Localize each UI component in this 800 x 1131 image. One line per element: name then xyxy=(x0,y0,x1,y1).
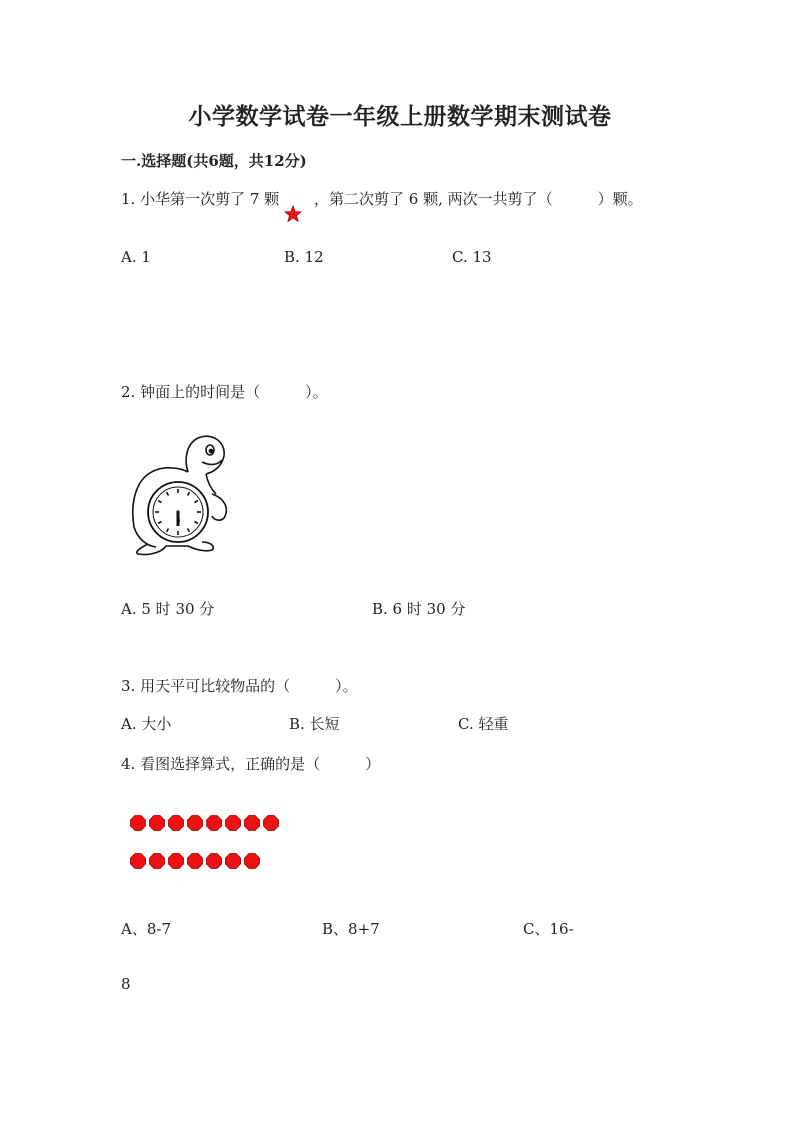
question-1-option-a: A. 1 xyxy=(121,248,151,266)
red-dot xyxy=(149,815,165,831)
red-dot xyxy=(187,815,203,831)
red-dot xyxy=(244,853,260,869)
question-2-stem: 2. 钟面上的时间是（ ）。 xyxy=(121,383,328,401)
red-dot xyxy=(130,853,146,869)
red-dot xyxy=(225,853,241,869)
question-1-option-b: B. 12 xyxy=(284,248,324,266)
question-1-option-c: C. 13 xyxy=(452,248,492,266)
red-dot xyxy=(149,853,165,869)
question-4-stem: 4. 看图选择算式，正确的是（ ） xyxy=(121,755,381,773)
page-title: 小学数学试卷一年级上册数学期末测试卷 xyxy=(188,103,612,130)
turtle-clock-image xyxy=(126,432,236,558)
red-dot xyxy=(225,815,241,831)
question-4-option-b: B、8+7 xyxy=(322,920,380,938)
red-dot xyxy=(206,815,222,831)
red-dot xyxy=(187,853,203,869)
red-dot xyxy=(263,815,279,831)
red-dot xyxy=(244,815,260,831)
question-3-option-b: B. 长短 xyxy=(289,715,340,733)
dot-row-1 xyxy=(130,815,279,831)
red-dot xyxy=(206,853,222,869)
question-3-option-a: A. 大小 xyxy=(121,715,172,733)
question-2-option-b: B. 6 时 30 分 xyxy=(372,600,466,618)
question-1-stem-b: ，第二次剪了 6 颗, 两次一共剪了（ ）颗。 xyxy=(314,190,643,208)
star-icon xyxy=(284,205,302,223)
question-3-option-c: C. 轻重 xyxy=(458,715,509,733)
question-4-option-c: C、16- xyxy=(523,920,574,938)
section-heading: 一.选择题(共6题，共12分) xyxy=(121,152,307,170)
question-1-stem-a: 1. 小华第一次剪了 7 颗 xyxy=(121,190,280,208)
question-4-option-a: A、8-7 xyxy=(121,920,171,938)
dot-row-2 xyxy=(130,853,260,869)
question-4-option-c-continuation: 8 xyxy=(121,975,131,993)
question-2-option-a: A. 5 时 30 分 xyxy=(121,600,215,618)
red-dot xyxy=(130,815,146,831)
red-dot xyxy=(168,815,184,831)
question-3-stem: 3. 用天平可比较物品的（ ）。 xyxy=(121,677,358,695)
red-dot xyxy=(168,853,184,869)
